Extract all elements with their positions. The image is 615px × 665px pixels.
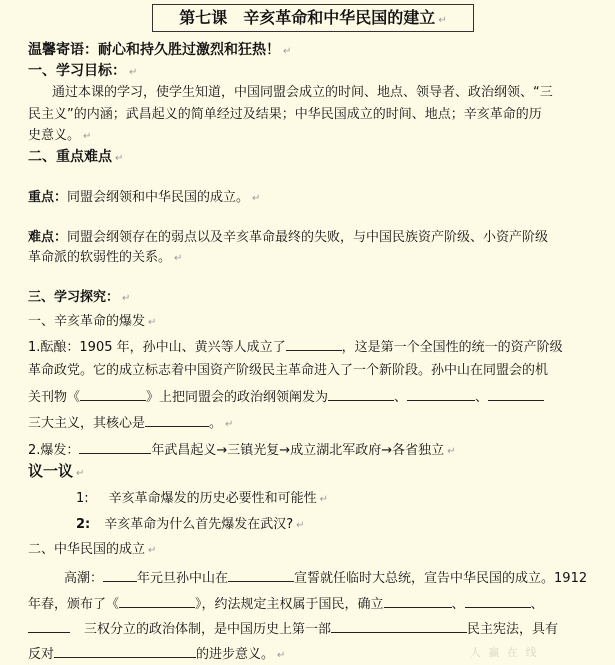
- blank-power-3[interactable]: [28, 619, 70, 633]
- blank-principle-3[interactable]: [488, 387, 544, 401]
- brewing-line3: 关刊物《 》上把同盟会的政治纲领阐发为 、 、: [28, 387, 544, 407]
- brewing-line1: 1.酝酿：1905 年，孙中山、黄兴等人成立了 ，这是第一个全国性的统一的资产阶级: [28, 337, 563, 357]
- discussion-question-2: 2: 辛亥革命为什么首先爆发在武汉? ↵: [76, 517, 305, 532]
- blank-power-1[interactable]: [384, 594, 452, 608]
- blank-principle-1[interactable]: [328, 387, 394, 401]
- difficult-point-line1: 难点：同盟会纲领存在的弱点以及辛亥革命最终的失败，与中国民族资产阶级、小资产阶级: [28, 230, 549, 245]
- subsection2-heading: 二、中华民国的成立 ↵: [28, 542, 157, 557]
- section1-text-line1: 通过本课的学习，使学生知道，中国同盟会成立的时间、地点、领导者、政治纲领、“三: [52, 85, 553, 100]
- blank-core-principle[interactable]: [145, 413, 209, 427]
- blank-power-2[interactable]: [465, 594, 531, 608]
- section3-heading: 三、学习探究： ↵: [28, 290, 131, 305]
- blank-constitution-name[interactable]: [119, 594, 195, 608]
- motto: 温馨寄语：耐心和持久胜过激烈和狂热！ ↵: [28, 42, 292, 58]
- section1-text-line2: 民主义”的内涵；武昌起义的简单经过及结果；中华民国成立的时间、地点；辛亥革命的历: [28, 107, 542, 122]
- blank-constitution-type[interactable]: [331, 619, 467, 633]
- section1-text-line3: 史意义。 ↵: [28, 128, 92, 143]
- climax-line2: 年春，颁布了《 》，约法规定主权属于国民，确立 、 、: [28, 594, 544, 614]
- brewing-line4: 三大主义，其核心是 。 ↵: [28, 413, 233, 434]
- watermark: 人 赢 在 线: [470, 646, 539, 659]
- blank-league-name[interactable]: [286, 337, 342, 351]
- section2-heading: 二、重点难点 ↵: [28, 149, 124, 165]
- blank-founding-year[interactable]: [103, 568, 137, 582]
- blank-opposed-system[interactable]: [54, 644, 196, 658]
- climax-line3: 三权分立的政治体制，是中国历史上第一部 民主宪法，具有: [28, 619, 558, 639]
- blank-journal-name[interactable]: [80, 387, 146, 401]
- key-point: 重点：同盟会纲领和中华民国的成立。 ↵: [28, 190, 261, 205]
- subsection1-heading: 一、辛亥革命的爆发 ↵: [28, 314, 157, 329]
- difficult-point-line2: 革命派的软弱性的关系。 ↵: [28, 250, 183, 265]
- discussion-question-1: 1: 辛亥革命爆发的历史必要性和可能性 ↵: [76, 491, 329, 506]
- brewing-line2: 革命政党。它的成立标志着中国资产阶级民主革命进入了一个新阶段。孙中山在同盟会的机: [28, 363, 549, 378]
- discuss-heading: 议一议 ↵: [28, 462, 85, 480]
- climax-line1: 高潮： 年元旦孙中山在 宣誓就任临时大总统，宣告中华民国的成立。1912: [64, 568, 587, 588]
- blank-inauguration-city[interactable]: [228, 568, 294, 582]
- blank-principle-2[interactable]: [407, 387, 475, 401]
- blank-uprising-year[interactable]: [79, 440, 151, 454]
- lesson-title: 第七课 辛亥革命和中华民国的建立 ↵: [152, 4, 474, 32]
- section1-heading: 一、学习目标： ↵: [28, 63, 138, 79]
- climax-line4: 反对 的进步意义。 ↵: [28, 644, 285, 665]
- outbreak-line: 2.爆发： 年武昌起义→三镇光复→成立湖北军政府→各省独立 ↵: [28, 440, 455, 461]
